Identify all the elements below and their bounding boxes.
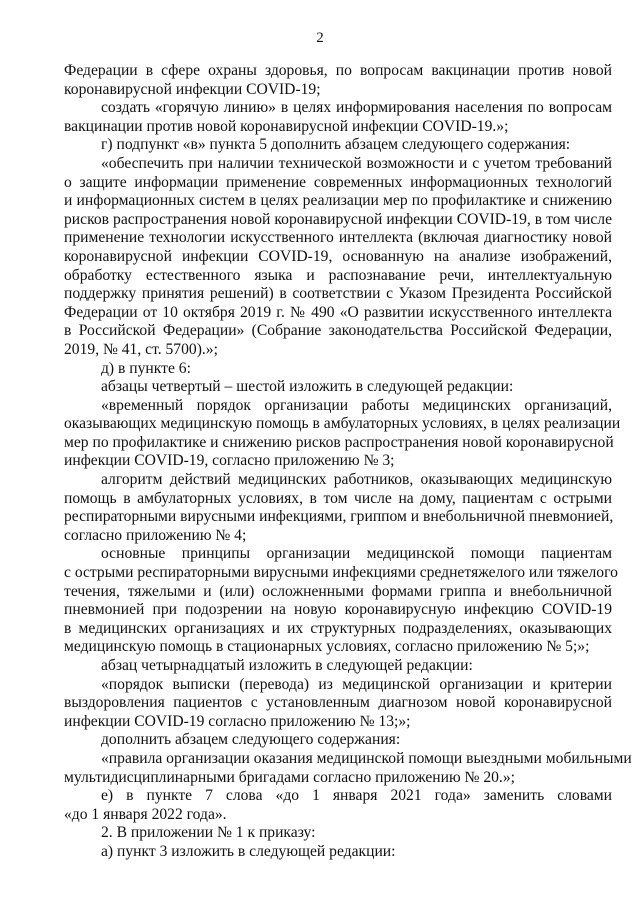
text-line: и информационных систем в целях реализации мер по профилактике и снижению	[64, 192, 612, 210]
text-line: алгоритм действий медицинских работников, оказывающих медицинскую	[101, 471, 612, 489]
text-line: вакцинации против новой коронавирусной инфекции COVID-19.»;	[64, 117, 509, 135]
text-line: пневмонией при подозрении на новую коронавирусную инфекцию COVID-19	[64, 601, 612, 619]
text-line: «правила организации оказания медицинской помощи выездными мобильными	[101, 749, 632, 767]
text-line: о защите информации применение современных информационных технологий	[64, 173, 612, 191]
text-line: д) в пункте 6:	[101, 359, 191, 377]
text-line: течения, тяжелыми и (или) осложненными формами гриппа и внебольничной	[64, 582, 612, 600]
text-line: с острыми респираторными вирусными инфекциями среднетяжелого или тяжелого	[64, 564, 618, 582]
text-line: обработку естественного языка и распознавание речи, интеллектуальную	[64, 266, 612, 284]
text-line: в Российской Федерации» (Собрание законодательства Российской Федерации,	[64, 322, 612, 340]
text-line: инфекции COVID-19, согласно приложению № 3;	[64, 452, 395, 470]
text-line: оказывающих медицинскую помощь в амбулаторных условиях, в целях реализации	[64, 415, 621, 433]
text-line: поддержку принятия решений) в соответствии с Указом Президента Российской	[64, 285, 612, 303]
text-line: «обеспечить при наличии технической возможности и с учетом требований	[101, 154, 612, 172]
text-line: в медицинских организациях и их структурных подразделениях, оказывающих	[64, 619, 612, 637]
text-line: е) в пункте 7 слова «до 1 января 2021 года» заменить словами	[101, 787, 612, 805]
text-line: абзац четырнадцатый изложить в следующей редакции:	[101, 657, 473, 674]
text-line: респираторными вирусными инфекциями, гриппом и внебольничной пневмонией,	[64, 508, 614, 526]
text-line: «порядок выписки (перевода) из медицинской организации и критерии	[101, 675, 612, 693]
text-line: основные принципы организации медицинской помощи пациентам	[101, 545, 612, 563]
text-line: Федерации в сфере охраны здоровья, по вопросам вакцинации против новой	[64, 62, 612, 79]
text-line: 2. В приложении № 1 к приказу:	[101, 824, 316, 842]
text-line: «до 1 января 2022 года».	[64, 805, 227, 823]
text-line: создать «горячую линию» в целях информирования населения по вопросам	[101, 99, 612, 117]
text-line: дополнить абзацем следующего содержания:	[101, 731, 401, 749]
page-number: 2	[316, 30, 324, 46]
text-line: медицинскую помощь в стационарных условиях, согласно приложению № 5;»;	[64, 638, 590, 656]
text-line: мультидисциплинарными бригадами согласно приложению № 20.»;	[64, 768, 515, 786]
document-body	[64, 62, 632, 862]
text-line: а) пункт 3 изложить в следующей редакции:	[101, 842, 396, 860]
text-line: «временный порядок организации работы медицинских организаций,	[101, 396, 612, 414]
text-line: согласно приложению № 4;	[64, 526, 247, 544]
text-line: выздоровления пациентов с установленным диагнозом новой коронавирусной	[64, 694, 612, 712]
text-line: г) подпункт «в» пункта 5 дополнить абзацем следующего содержания:	[101, 136, 571, 154]
text-line: 2019, № 41, ст. 5700).»;	[64, 340, 218, 358]
text-line: инфекции COVID-19 согласно приложению № 13;»;	[64, 712, 411, 730]
text-line: абзацы четвертый – шестой изложить в следующей редакции:	[101, 378, 514, 396]
text-line: коронавирусной инфекции COVID-19;	[64, 80, 321, 98]
text-line: мер по профилактике и снижению рисков распространения новой коронавирусной	[64, 433, 614, 451]
text-line: применение технологии искусственного интеллекта (включая диагностику новой	[64, 229, 612, 247]
text-line: рисков распространения новой коронавирусной инфекции COVID-19, в том числе	[64, 210, 612, 228]
text-line: коронавирусной инфекции COVID-19, основанную на анализе изображений,	[64, 247, 612, 265]
text-line: помощь в амбулаторных условиях, в том числе на дому, пациентам с острыми	[64, 489, 612, 507]
text-line: Федерации от 10 октября 2019 г. № 490 «О развитии искусственного интеллекта	[64, 303, 612, 321]
